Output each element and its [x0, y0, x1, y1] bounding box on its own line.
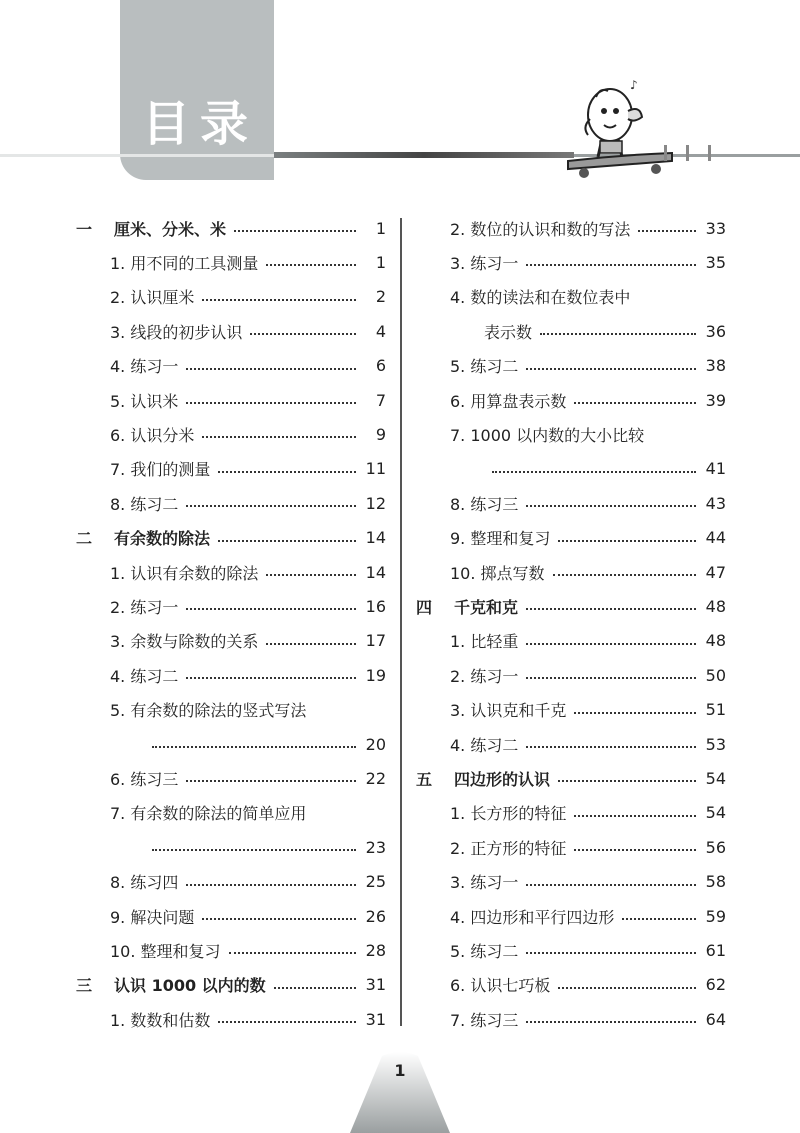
leader-dots: [526, 505, 696, 507]
leader-dots: [218, 1021, 356, 1023]
leader-dots: [526, 884, 696, 886]
page-number-ref: 9: [375, 424, 386, 444]
page-number-ref: 26: [365, 906, 386, 926]
toc-entry-row: [412, 1004, 726, 1034]
toc-entry-row: [412, 832, 726, 862]
page-number-ref: 39: [705, 390, 726, 410]
page-number-ref: 59: [705, 906, 726, 926]
entry-title: 6. 认识分米: [110, 425, 195, 445]
page-number-ref: 48: [705, 631, 726, 651]
leader-dots: [526, 677, 696, 679]
entry-title: 5. 认识米: [110, 391, 179, 411]
page-number-ref: 47: [705, 562, 726, 582]
chapter-title: 千克和克: [454, 597, 519, 617]
toc-entry-row: [412, 282, 726, 312]
leader-dots: [526, 264, 696, 266]
entry-title: 6. 认识七巧板: [450, 976, 551, 996]
toc-entry-row: [412, 729, 726, 759]
leader-dots: [526, 952, 696, 954]
page-number-ref: 54: [705, 768, 726, 788]
entry-title: 3. 认识克和千克: [450, 701, 567, 721]
leader-dots: [218, 540, 356, 542]
toc-entry-row: [412, 935, 726, 965]
leader-dots: [526, 368, 696, 370]
chapter-number: 四: [416, 597, 433, 617]
leader-dots: [152, 849, 356, 851]
page-number-ref: 23: [365, 837, 386, 857]
leader-dots: [574, 849, 696, 851]
toc-entry-row: [72, 901, 386, 931]
toc-entry-row: [412, 247, 726, 277]
page-number-ref: 56: [705, 837, 726, 857]
page-number-ref: 64: [705, 1009, 726, 1029]
entry-title: 2. 练习一: [110, 597, 179, 617]
toc-entry-row: [412, 798, 726, 828]
page-number-ref: 33: [705, 218, 726, 238]
toc-entry-row: [72, 935, 386, 965]
toc-entry-row: [412, 454, 726, 484]
toc-entry-row: [72, 351, 386, 381]
entry-title: 1. 长方形的特征: [450, 804, 567, 824]
toc-entry-row: [72, 1004, 386, 1034]
mascot-illustration: [560, 75, 680, 185]
entry-title: 7. 有余数的除法的简单应用: [110, 804, 307, 824]
toc-entry-row: [72, 282, 386, 312]
entry-title: 1. 数数和估数: [110, 1010, 211, 1030]
toc-entry-row: [72, 557, 386, 587]
entry-title: 7. 1000 以内数的大小比较: [450, 425, 645, 445]
entry-title: 1. 比轻重: [450, 632, 519, 652]
entry-title: 3. 余数与除数的关系: [110, 632, 259, 652]
leader-dots: [229, 952, 356, 954]
toc-entry-row: [412, 867, 726, 897]
toc-entry-row: [412, 213, 726, 243]
toc-entry-row: [72, 729, 386, 759]
page-number-ref: 11: [365, 459, 386, 479]
page-number-ref: 48: [705, 596, 726, 616]
leader-dots: [152, 746, 356, 748]
page-number-ref: 22: [365, 768, 386, 788]
toc-entry-row: [412, 901, 726, 931]
leader-dots: [526, 1021, 696, 1023]
entry-title: 4. 数的读法和在数位表中: [450, 288, 631, 308]
leader-dots: [202, 299, 356, 301]
leader-dots: [492, 471, 696, 473]
page-number-ref: 28: [365, 940, 386, 960]
entry-title: 8. 练习三: [450, 494, 519, 514]
entry-title: 8. 练习二: [110, 494, 179, 514]
page-number-ref: 31: [365, 1009, 386, 1029]
toc-chapter-row: [72, 523, 386, 553]
toc-entry-row: [72, 832, 386, 862]
leader-dots: [186, 780, 356, 782]
toc-entry-row: [412, 488, 726, 518]
entry-title: 6. 练习三: [110, 769, 179, 789]
page-number: 1: [394, 1061, 406, 1080]
toc-entry-row: [72, 316, 386, 346]
toc-entry-row: [72, 626, 386, 656]
decorative-ticks: [660, 145, 730, 165]
page-title: 目录: [142, 96, 259, 152]
page-number-ref: 12: [365, 493, 386, 513]
leader-dots: [202, 918, 356, 920]
entry-title: 8. 练习四: [110, 873, 179, 893]
toc-entry-row: [412, 385, 726, 415]
leader-dots: [274, 987, 356, 989]
page-number-ref: 17: [365, 631, 386, 651]
entry-title: 2. 练习一: [450, 666, 519, 686]
entry-title: 2. 认识厘米: [110, 288, 195, 308]
entry-title: 表示数: [484, 322, 533, 342]
chapter-title: 有余数的除法: [114, 529, 211, 549]
leader-dots: [558, 987, 696, 989]
toc-entry-row: [72, 385, 386, 415]
leader-dots: [186, 505, 356, 507]
leader-dots: [574, 815, 696, 817]
chapter-title: 认识 1000 以内的数: [114, 976, 266, 996]
leader-dots: [218, 471, 356, 473]
chapter-number: 三: [76, 976, 93, 996]
leader-dots: [186, 884, 356, 886]
toc-entry-row: [72, 247, 386, 277]
leader-dots: [558, 540, 696, 542]
leader-dots: [526, 608, 696, 610]
entry-title: 10. 整理和复习: [110, 941, 221, 961]
entry-title: 6. 用算盘表示数: [450, 391, 567, 411]
chapter-title: 四边形的认识: [454, 769, 551, 789]
svg-text:♪: ♪: [630, 78, 638, 92]
toc-entry-row: [72, 798, 386, 828]
toc-entry-row: [72, 695, 386, 725]
page-number-ref: 20: [365, 734, 386, 754]
leader-dots: [202, 436, 356, 438]
toc-chapter-row: [72, 970, 386, 1000]
page-number-ref: 19: [365, 665, 386, 685]
chapter-number: 一: [76, 219, 93, 239]
leader-dots: [526, 643, 696, 645]
leader-dots: [186, 368, 356, 370]
header-rule-dark: [274, 152, 574, 158]
leader-dots: [186, 608, 356, 610]
page-number-ref: 58: [705, 872, 726, 892]
entry-title: 7. 练习三: [450, 1010, 519, 1030]
leader-dots: [558, 780, 696, 782]
toc-entry-row: [412, 660, 726, 690]
page-number-ref: 41: [705, 459, 726, 479]
entry-title: 2. 正方形的特征: [450, 838, 567, 858]
page-number-ref: 14: [365, 562, 386, 582]
toc-entry-row: [412, 557, 726, 587]
entry-title: 7. 我们的测量: [110, 460, 211, 480]
leader-dots: [266, 643, 356, 645]
page-number-ref: 2: [375, 287, 386, 307]
toc-entry-row: [72, 660, 386, 690]
page-number-ref: 50: [705, 665, 726, 685]
page-number-ref: 7: [375, 390, 386, 410]
leader-dots: [638, 230, 696, 232]
page-number-ref: 51: [705, 700, 726, 720]
toc-chapter-row: [412, 591, 726, 621]
chapter-number: 五: [416, 769, 433, 789]
leader-dots: [234, 230, 356, 232]
entry-title: 3. 练习一: [450, 253, 519, 273]
toc-entry-row: [412, 419, 726, 449]
page-number-ref: 61: [705, 940, 726, 960]
entry-title: 3. 练习一: [450, 873, 519, 893]
title-tab: [120, 0, 274, 180]
toc-entry-row: [412, 523, 726, 553]
leader-dots: [186, 677, 356, 679]
entry-title: 4. 练习二: [110, 666, 179, 686]
page-number-ref: 62: [705, 975, 726, 995]
page-number-ref: 6: [375, 356, 386, 376]
toc-entry-row: [412, 316, 726, 346]
entry-title: 4. 练习二: [450, 735, 519, 755]
entry-title: 9. 整理和复习: [450, 529, 551, 549]
entry-title: 1. 用不同的工具测量: [110, 253, 259, 273]
leader-dots: [250, 333, 356, 335]
entry-title: 10. 掷点写数: [450, 563, 545, 583]
entry-title: 4. 四边形和平行四边形: [450, 907, 615, 927]
toc-entry-row: [72, 419, 386, 449]
entry-title: 2. 数位的认识和数的写法: [450, 219, 631, 239]
leader-dots: [266, 264, 356, 266]
leader-dots: [540, 333, 696, 335]
toc-entry-row: [412, 695, 726, 725]
leader-dots: [526, 746, 696, 748]
entry-title: 5. 有余数的除法的竖式写法: [110, 701, 307, 721]
entry-title: 9. 解决问题: [110, 907, 195, 927]
leader-dots: [186, 402, 356, 404]
chapter-title: 厘米、分米、米: [114, 219, 227, 239]
entry-title: 4. 练习一: [110, 357, 179, 377]
page-number-ref: 35: [705, 252, 726, 272]
chapter-number: 二: [76, 529, 93, 549]
toc-entry-row: [72, 591, 386, 621]
page-number-ref: 1: [375, 218, 386, 238]
leader-dots: [553, 574, 696, 576]
entry-title: 5. 练习二: [450, 941, 519, 961]
toc-entry-row: [412, 970, 726, 1000]
page-number-ref: 54: [705, 803, 726, 823]
toc-entry-row: [72, 867, 386, 897]
toc-entry-row: [412, 626, 726, 656]
page-number-ref: 16: [365, 596, 386, 616]
page-number-ref: 43: [705, 493, 726, 513]
leader-dots: [574, 712, 696, 714]
entry-title: 1. 认识有余数的除法: [110, 563, 259, 583]
toc-entry-row: [72, 488, 386, 518]
column-divider: [400, 218, 402, 1026]
toc-entry-row: [72, 763, 386, 793]
page-number-ref: 53: [705, 734, 726, 754]
toc-chapter-row: [72, 213, 386, 243]
entry-title: 3. 线段的初步认识: [110, 322, 243, 342]
page-number-ref: 4: [375, 321, 386, 341]
toc-entry-row: [412, 351, 726, 381]
toc-entry-row: [72, 454, 386, 484]
page-number-ref: 44: [705, 528, 726, 548]
leader-dots: [574, 402, 696, 404]
leader-dots: [622, 918, 696, 920]
toc-chapter-row: [412, 763, 726, 793]
page-number-ref: 38: [705, 356, 726, 376]
leader-dots: [266, 574, 356, 576]
page-number-ref: 14: [365, 528, 386, 548]
entry-title: 5. 练习二: [450, 357, 519, 377]
page-number-ref: 1: [375, 252, 386, 272]
page-number-ref: 31: [365, 975, 386, 995]
page-number-ref: 36: [705, 321, 726, 341]
page-number-ref: 25: [365, 872, 386, 892]
